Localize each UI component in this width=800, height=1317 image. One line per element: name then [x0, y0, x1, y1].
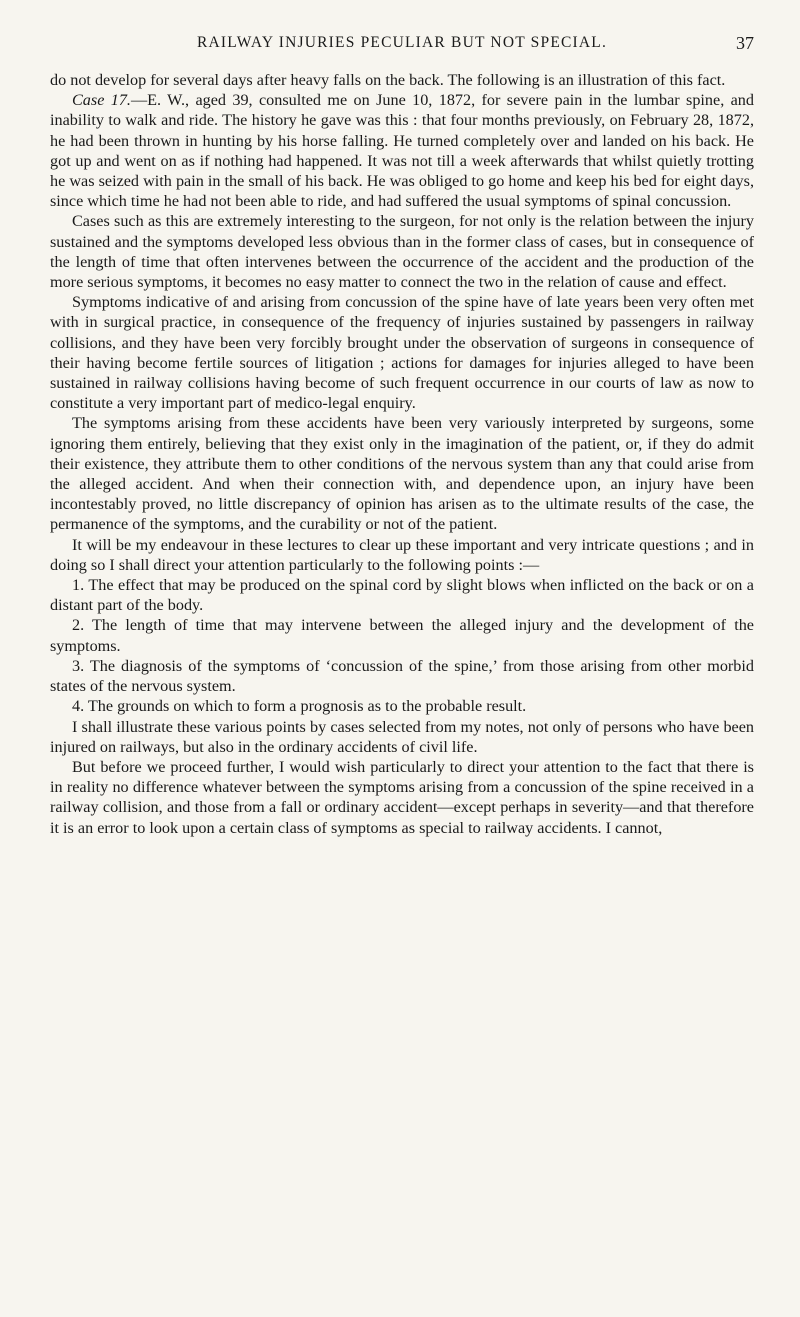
case-paragraph — [50, 90, 754, 211]
paragraph — [50, 535, 754, 575]
list-item — [50, 656, 754, 696]
paragraph — [50, 717, 754, 757]
paragraph-text: —E. W., aged 39, consulted me on June 10, 1872, for severe pain in the lumbar spine, and inability to walk and ride. The history he gave was this : that four months previously, on February 28, 1872, he had been thrown in hunting by his horse falling. He turned completely over and landed on his back. He got up and went on as if nothing had happened. It was not till a week afterwards that whilst quietly trotting he was seized with pain in the small of his back. He was obliged to go home and keep his bed for eight days, since which time he had not been able to ride, and had suffered the usual symptoms of spinal concussion. — [50, 91, 754, 211]
paragraph-text: Cases such as this are extremely interesting to the surgeon, for not only is the relation between the injury sustained and the symptoms developed less obvious than in the former class of cases, but in consequence of the length of time that often intervenes between the occurrence of the accident and the production of the more serious symptoms, it becomes no easy matter to connect the two in the relation of cause and effect. — [50, 212, 754, 292]
paragraph-text: 3. The diagnosis of the symptoms of ‘concussion of the spine,’ from those arising from other morbid states of the nervous system. — [50, 656, 754, 696]
paragraph — [50, 413, 754, 534]
running-head-title: RAILWAY INJURIES PECULIAR BUT NOT SPECIAL. — [196, 34, 608, 51]
case-label: Case 17. — [72, 91, 131, 110]
paragraph-text: do not develop for several days after heavy falls on the back. The following is an illustration of this fact. — [50, 71, 726, 89]
body-text — [50, 70, 754, 838]
paragraph-text: 1. The effect that may be produced on the spinal cord by slight blows when inflicted on the back or on a distant part of the body. — [50, 576, 754, 615]
paragraph — [50, 211, 754, 292]
paragraph — [50, 70, 754, 90]
paragraph-text: I shall illustrate these various points by cases selected from my notes, not only of persons who have been injured on railways, but also in the ordinary accidents of civil life. — [50, 717, 754, 756]
paragraph — [50, 757, 754, 838]
list-item — [50, 575, 754, 615]
paragraph-text: 4. The grounds on which to form a prognosis as to the probable result. — [72, 697, 527, 716]
paragraph-text: Symptoms indicative of and arising from concussion of the spine have of late years been very often met with in surgical practice, in consequence of the frequency of injuries sustained by passengers in railway collisions, and they have been very forcibly brought under the observation of surgeons in consequence of their having become fertile sources of litigation ; actions for damages for injuries alleged to have been sustained in railway collisions having become of such frequent occurrence in our courts of law as now to constitute a very important part of medico-legal enquiry. — [50, 293, 754, 413]
list-item — [50, 696, 754, 716]
paragraph-text: But before we proceed further, I would wish particularly to direct your attention to the fact that there is in reality no difference whatever between the symptoms arising from a concussion of the spine received in a railway collision, and those from a fall or ordinary accident—except perhaps in severity—and that therefore it is an error to look upon a certain class of symptoms as special to railway accidents. I cannot, — [50, 757, 754, 837]
page-number: 37 — [736, 33, 754, 53]
paragraph — [50, 292, 754, 413]
list-item — [50, 615, 754, 655]
paragraph-text: The symptoms arising from these accidents have been very variously interpreted by surgeons, some ignoring them entirely, believing that they exist only in the imagination of the patient, or, if they do admit their existence, they attribute them to other conditions of the nervous system than any that could arise from the alleged accident. And when their connection with, and dependence upon, an injury have been incontestably proved, no little discrepancy of opinion has arisen as to the ultimate results of the case, the permanence of the symptoms, and the curability or not of the patient. — [50, 414, 754, 534]
paragraph-text: It will be my endeavour in these lectures to clear up these important and very intricate questions ; and in doing so I shall direct your attention particularly to the following points :— — [50, 535, 754, 574]
paragraph-text: 2. The length of time that may intervene between the alleged injury and the development of the symptoms. — [50, 616, 754, 655]
running-head — [50, 28, 754, 58]
